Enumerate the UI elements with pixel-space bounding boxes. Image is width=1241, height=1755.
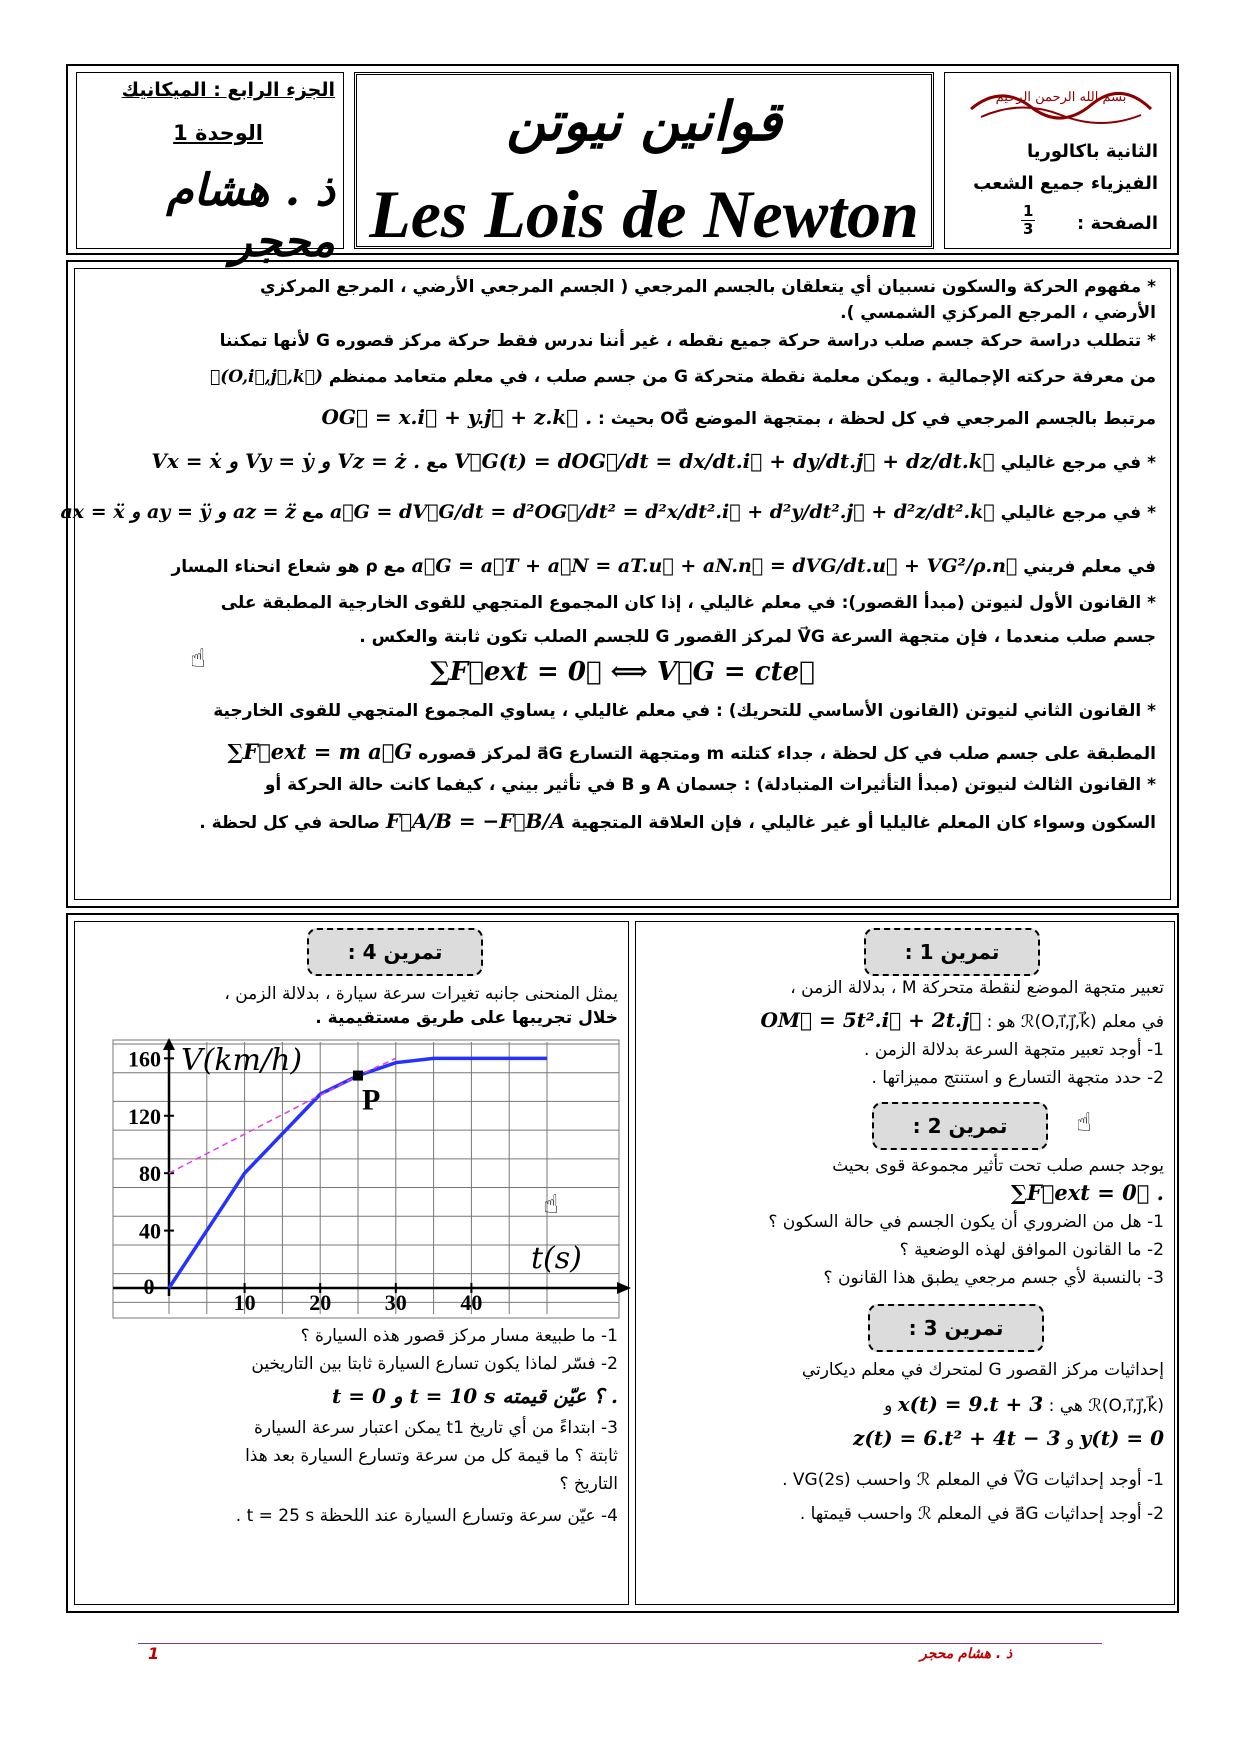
third-law-line-1: * القانون الثالث لنيوتن (مبدأ التأثيرات المتبادلة) : جسمان A و B في تأثير بيني ، كيفما كانت حالة الحركة أو (264, 775, 1156, 795)
exercise-3-title: تمرين 3 : (868, 1304, 1044, 1352)
logo-text: بسم الله الرحمن الرحيم (995, 90, 1127, 105)
ex2-text-1: يوجد جسم صلب تحت تأثير مجموعة قوى بحيث (832, 1156, 1164, 1176)
footer-author: ذ . هشام محجر (920, 1646, 1013, 1662)
summary-inner-box (60, 268, 1171, 900)
course-summary (60, 260, 1179, 908)
page-numerator: 1 (1023, 202, 1034, 220)
title-french: Les Lois de Newton (369, 176, 919, 252)
ex4-question-4: 4- عيّن سرعة وتسارع السيارة عند اللحظة t = 25 s . (235, 1506, 618, 1526)
hand-cursor-icon: ☝ (1076, 1108, 1092, 1138)
x-tick-label: 0 (143, 1274, 155, 1299)
velocity-formula: V⃗G(t) = dOG⃗/dt = dx/dt.i⃗ + dy/dt.j⃗ + dz/dt.k⃗ (454, 449, 995, 473)
ex2-question-3: 3- بالنسبة لأي جسم مرجعي يطبق هذا القانون ؟ (823, 1268, 1164, 1288)
unit-title: الوحدة 1 (173, 121, 263, 145)
frenet-formula: a⃗G = a⃗T + a⃗N = aT.u⃗ + aN.n⃗ = dVG/dt.u⃗ + VG²/ρ.n⃗ (411, 555, 1018, 577)
header-box (66, 64, 1179, 267)
ex1-question-1: 1- أوجد تعبير متجهة السرعة بدلالة الزمن . (864, 1040, 1164, 1060)
y-axis-label: V(km/h) (181, 1043, 303, 1078)
ex2-text-2: ∑F⃗ext = 0⃗ . (1011, 1180, 1164, 1205)
ex2-question-1: 1- هل من الضروري أن يكون الجسم في حالة السكون ؟ (768, 1212, 1164, 1232)
hand-cursor-icon: ☝ (190, 644, 206, 674)
y-tick-label: 160 (128, 1046, 161, 1072)
x-tick-label: 40 (460, 1290, 483, 1315)
velocity-chart (99, 1036, 635, 1320)
point-p-marker (353, 1071, 363, 1081)
summary-line-5: مرتبط بالجسم المرجعي في كل لحظة ، بمتجهة الموضع OG⃗ بحيث : OG⃗ = x.i⃗ + y.j⃗ + z.k⃗ . (321, 405, 1156, 429)
acceleration-formula: a⃗G = dV⃗G/dt = d²OG⃗/dt² = d²x/dt².i⃗ + d²y/dt².j⃗ + d²z/dt².k⃗ (329, 501, 995, 523)
page-denominator: 3 (1023, 220, 1034, 238)
subject-label: الفيزياء جميع الشعب (973, 173, 1158, 194)
page-fraction (1021, 203, 1035, 238)
header-title-cell (354, 72, 934, 252)
ex4-question-3b: ثابتة ؟ ما قيمة كل من سرعة وتسارع السيارة بعد هذا (245, 1446, 618, 1466)
ex3-text-3: y(t) = 0 و z(t) = 6.t² + 4t − 3 (853, 1426, 1164, 1450)
third-law-formula: F⃗A/B = −F⃗B/A (385, 809, 566, 833)
first-law-line-1: * القانون الأول لنيوتن (مبدأ القصور): في معلم غاليلي ، إذا كان المجموع المتجهي للقوى الخارجية المطبقة على (220, 593, 1156, 613)
ex4-question-2a: 2- فسّر لماذا يكون تسارع السيارة ثابتا بين التاريخين (251, 1354, 618, 1374)
summary-line-3: * تتطلب دراسة حركة جسم صلب دراسة حركة جميع نقطه ، غير أننا ندرس فقط حركة مركز قصوره G لأنها تمكننا (219, 331, 1156, 351)
summary-line-1: * مفهوم الحركة والسكون نسبيان أي يتعلقان بالجسم المرجعي ( الجسم المرجعي الأرضي ، المرجع المركزي (260, 277, 1156, 297)
frame-formula: ℛ(O,i⃗,j⃗,k⃗) (210, 367, 323, 387)
ex4-question-3c: التاريخ ؟ (559, 1474, 618, 1494)
hand-cursor-icon: ☝ (543, 1190, 559, 1220)
summary-line-6: * في مرجع غاليلي V⃗G(t) = dOG⃗/dt = dx/dt.i⃗ + dy/dt.j⃗ + dz/dt.k⃗ مع Vx = ẋ و Vy = ẏ و Vz = ż . (151, 449, 1156, 473)
author-name: ذ . هشام محجر (166, 165, 335, 267)
chart-labels (128, 1043, 582, 1315)
position-vector-formula: OG⃗ = x.i⃗ + y.j⃗ + z.k⃗ . (321, 405, 593, 429)
header-right-cell (944, 72, 1171, 249)
grid-border (113, 1040, 619, 1318)
x-tick-label: 30 (384, 1290, 407, 1315)
third-law-line-2: السكون وسواء كان المعلم غاليليا أو غير غاليلي ، فإن العلاقة المتجهية F⃗A/B = −F⃗B/A صالحة في كل لحظة . (199, 809, 1156, 833)
page-label: الصفحة : (1077, 213, 1158, 234)
basmala-logo (961, 79, 1161, 127)
summary-line-2: الأرضي ، المرجع المركزي الشمسي ). (840, 303, 1156, 323)
summary-line-4: من معرفة حركته الإجمالية . ويمكن معلمة نقطة متحركة G من جسم صلب ، في معلم متعامد ممنظم ℛ(O,i⃗,j⃗,k⃗) (210, 367, 1156, 387)
y-tick-label: 120 (128, 1103, 161, 1129)
ex1-position-formula: OM⃗ = 5t².i⃗ + 2t.j⃗ (760, 1008, 982, 1032)
footer-page-number: 1 (148, 1644, 160, 1663)
exercise-4-column (74, 921, 629, 1605)
ex3-text-2: ℛ(O,i⃗,j⃗,k⃗) هي : x(t) = 9.t + 3 و (884, 1392, 1164, 1416)
first-law-line-2: جسم صلب منعدما ، فإن متجهة السرعة V⃗G لمركز القصور G للجسم الصلب تكون ثابتة والعكس . (359, 627, 1156, 647)
velocity-components: Vx = ẋ و Vy = ẏ و Vz = ż . (151, 449, 421, 473)
ex1-question-2: 2- حدد متجهة التسارع و استنتج مميزاتها . (871, 1068, 1164, 1088)
x-tick-label: 10 (233, 1290, 256, 1315)
summary-line-8: في معلم فريني a⃗G = a⃗T + a⃗N = aT.u⃗ + aN.n⃗ = dVG/dt.u⃗ + VG²/ρ.n⃗ مع ρ هو شعاع انحناء المسار (171, 555, 1156, 577)
exercises-box (66, 913, 1179, 1613)
x-tick-label: 20 (309, 1290, 332, 1315)
level-label: الثانية باكالوريا (1027, 141, 1158, 162)
point-p-label: P (362, 1083, 381, 1117)
first-law-equation: ∑F⃗ext = 0⃗ ⟺ V⃗G = cte⃗ (430, 657, 815, 687)
ex4-question-2b: t = 0 و t = 10 s ؟ عيّن قيمته . (332, 1384, 618, 1408)
second-law-line-1: * القانون الثاني لنيوتن (القانون الأساسي للتحريك) : في معلم غاليلي ، يساوي المجموع المتجهي للقوى الخارجية (213, 701, 1156, 721)
y-tick-label: 40 (139, 1218, 161, 1244)
exercise-2-title: تمرين 2 : (872, 1102, 1048, 1150)
ex4-question-3a: 3- ابتداءً من أي تاريخ t1 يمكن اعتبار سرعة السيارة (254, 1418, 618, 1438)
ex3-text-1: إحداثيات مركز القصور G لمتحرك في معلم ديكارتي (801, 1360, 1164, 1380)
y-tick-label: 80 (139, 1161, 161, 1187)
ex3-question-1: 1- أوجد إحداثيات V⃗G في المعلم ℛ واحسب VG(2s) . (782, 1470, 1164, 1490)
chart-grid (113, 1040, 619, 1318)
exercise-1-title: تمرين 1 : (864, 928, 1040, 976)
exercise-4-title: تمرين 4 : (307, 928, 483, 976)
ex1-text-2: في معلم ℛ(O,i⃗,j⃗,k⃗) هو : OM⃗ = 5t².i⃗ + 2t.j⃗ (760, 1008, 1164, 1032)
second-law-line-2: المطبقة على جسم صلب في كل لحظة ، جداء كتلته m ومتجهة التسارع a⃗G لمركز قصوره ∑F⃗ext = m a⃗G (227, 739, 1156, 764)
summary-line-7: * في مرجع غاليلي a⃗G = dV⃗G/dt = d²OG⃗/dt² = d²x/dt².i⃗ + d²y/dt².j⃗ + d²z/dt².k⃗ مع ax = ẍ و ay = ÿ و az = z̈ (60, 501, 1156, 523)
second-law-formula: ∑F⃗ext = m a⃗G (227, 739, 413, 764)
ex3-question-2: 2- أوجد إحداثيات a⃗G في المعلم ℛ واحسب قيمتها . (799, 1504, 1164, 1524)
part-title: الجزء الرابع : الميكانيك (121, 79, 335, 101)
title-arabic: قوانين نيوتن (506, 89, 782, 153)
ex4-question-1: 1- ما طبيعة مسار مركز قصور هذه السيارة ؟ (300, 1326, 618, 1346)
footer-divider (138, 1643, 1102, 1644)
ex4-text-2: خلال تجريبها على طريق مستقيمية . (315, 1008, 618, 1028)
acceleration-components: ax = ẍ و ay = ÿ و az = z̈ (60, 501, 296, 523)
x-axis-label: t(s) (531, 1241, 582, 1276)
exercises-1-3-column (635, 921, 1175, 1605)
ex2-question-2: 2- ما القانون الموافق لهذه الوضعية ؟ (899, 1240, 1164, 1260)
ex4-text-1: يمثل المنحنى جانبه تغيرات سرعة سيارة ، بدلالة الزمن ، (224, 984, 618, 1004)
x-axis-arrow (617, 1282, 631, 1294)
ex1-text-1: تعبير متجهة الموضع لنقطة متحركة M ، بدلالة الزمن ، (790, 978, 1164, 998)
header-left-cell (76, 72, 344, 267)
